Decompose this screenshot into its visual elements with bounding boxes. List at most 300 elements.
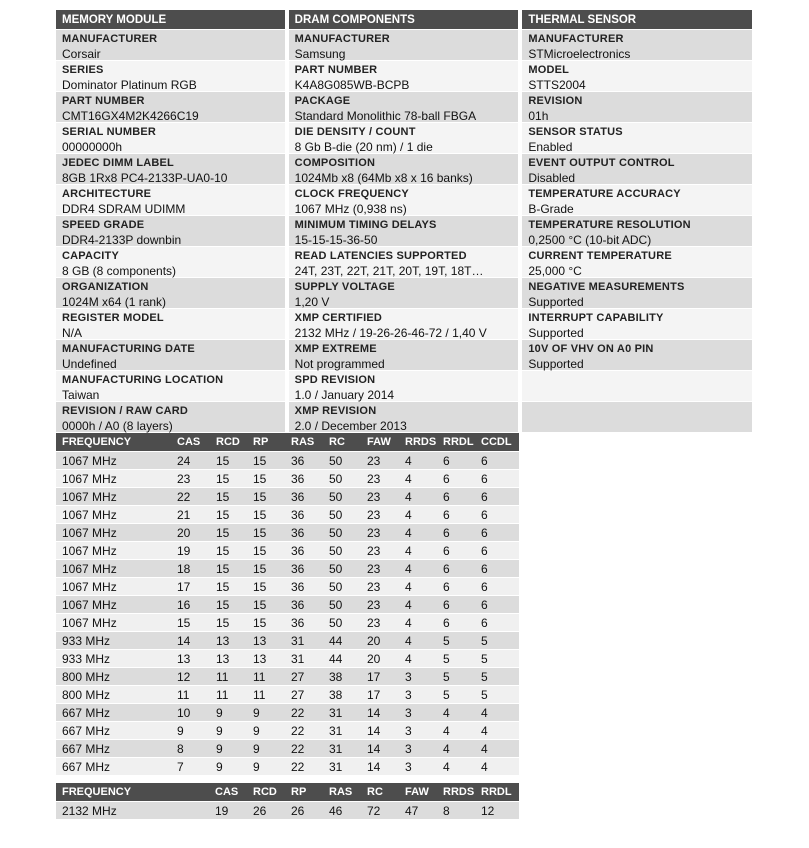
timing-cell: 15 — [247, 506, 285, 524]
memory-module-field-value: CMT16GX4M2K4266C19 — [62, 109, 199, 123]
timing-cell: 31 — [285, 650, 323, 668]
timing-cell: 15 — [210, 614, 247, 632]
timing-cell: 13 — [247, 632, 285, 650]
timing-cell: 15 — [247, 596, 285, 614]
timing-cell: 50 — [323, 542, 361, 560]
memory-module-field-value: Dominator Platinum RGB — [62, 78, 197, 92]
thermal-sensor-field — [522, 402, 752, 433]
timing-cell: 14 — [361, 704, 399, 722]
timing-cell: 8 — [171, 740, 210, 758]
timing-cell: 6 — [475, 452, 519, 470]
table-row — [56, 758, 519, 776]
timing-column-header: RRDS — [399, 433, 437, 452]
table-row — [56, 686, 519, 704]
thermal-sensor-field-value: Enabled — [528, 140, 573, 154]
xmp-cell: 12 — [475, 802, 519, 820]
timing-cell: 13 — [210, 632, 247, 650]
timing-cell: 6 — [437, 506, 475, 524]
dram-components-field — [289, 154, 519, 185]
timing-cell: 6 — [437, 542, 475, 560]
timing-cell: 23 — [361, 524, 399, 542]
timing-cell: 5 — [437, 650, 475, 668]
timing-cell: 667 MHz — [56, 704, 171, 722]
timing-cell: 50 — [323, 596, 361, 614]
thermal-sensor-field — [522, 123, 752, 154]
timing-cell: 9 — [247, 740, 285, 758]
memory-module-field — [56, 278, 285, 309]
dram-components-field — [289, 309, 519, 340]
timing-cell: 6 — [475, 542, 519, 560]
timing-cell: 15 — [247, 488, 285, 506]
memory-module-field-value: 8 GB (8 components) — [62, 264, 177, 278]
timing-cell: 667 MHz — [56, 740, 171, 758]
timing-cell: 15 — [247, 614, 285, 632]
memory-module-field-label: REVISION / RAW CARD — [62, 405, 189, 417]
dram-components-field-label: DIE DENSITY / COUNT — [294, 126, 416, 138]
timing-cell: 9 — [247, 704, 285, 722]
xmp-cell: 47 — [399, 802, 437, 820]
timing-cell: 50 — [323, 560, 361, 578]
timing-cell: 4 — [399, 506, 437, 524]
timing-cell: 800 MHz — [56, 686, 171, 704]
timing-cell: 3 — [399, 758, 437, 776]
memory-module-field-label: JEDEC DIMM LABEL — [62, 157, 174, 169]
memory-module-field-label: MANUFACTURER — [62, 33, 158, 45]
timing-cell: 13 — [247, 650, 285, 668]
timing-cell: 14 — [171, 632, 210, 650]
timing-column-header: CAS — [171, 433, 210, 452]
timing-cell: 31 — [323, 722, 361, 740]
dram-components-field — [289, 278, 519, 309]
memory-module-column — [56, 10, 285, 433]
dram-components-field-value: 1067 MHz (0,938 ns) — [294, 202, 407, 216]
dram-components-field — [289, 92, 519, 123]
timing-cell: 6 — [475, 596, 519, 614]
timing-column-header: RAS — [285, 433, 323, 452]
memory-module-field-label: MANUFACTURING DATE — [62, 343, 195, 355]
memory-module-field-value: Corsair — [62, 47, 101, 61]
memory-module-field-label: REGISTER MODEL — [62, 312, 164, 324]
dram-components-field-value: K4A8G085WB-BCPB — [294, 78, 410, 92]
xmp-cell: 8 — [437, 802, 475, 820]
timing-cell: 1067 MHz — [56, 488, 171, 506]
dram-components-field-label: XMP CERTIFIED — [294, 312, 383, 324]
timing-cell: 23 — [361, 452, 399, 470]
timing-cell: 50 — [323, 578, 361, 596]
dram-components-field-label: XMP EXTREME — [294, 343, 377, 355]
timing-column-header: CCDL — [475, 433, 519, 452]
xmp-column-header: CAS — [209, 783, 247, 802]
timing-cell: 6 — [475, 506, 519, 524]
timing-cell: 14 — [361, 758, 399, 776]
timing-cell: 13 — [210, 650, 247, 668]
memory-module-field-label: MANUFACTURING LOCATION — [62, 374, 224, 386]
timing-cell: 14 — [361, 740, 399, 758]
timing-cell: 1067 MHz — [56, 578, 171, 596]
timing-cell: 44 — [323, 650, 361, 668]
xmp-column-header: RC — [361, 783, 399, 802]
timing-cell: 44 — [323, 632, 361, 650]
memory-module-field — [56, 402, 285, 433]
memory-module-field — [56, 123, 285, 154]
timing-cell: 4 — [399, 542, 437, 560]
timing-cell: 23 — [171, 470, 210, 488]
dram-components-field — [289, 123, 519, 154]
timing-cell: 6 — [437, 452, 475, 470]
table-row — [56, 506, 519, 524]
thermal-sensor-field — [522, 185, 752, 216]
xmp-column-header: RP — [285, 783, 323, 802]
dram-components-field — [289, 247, 519, 278]
thermal-sensor-field-label: MANUFACTURER — [528, 33, 624, 45]
timing-cell: 3 — [399, 704, 437, 722]
xmp-column-header: RCD — [247, 783, 285, 802]
timing-cell: 1067 MHz — [56, 452, 171, 470]
xmp-cell: 2132 MHz — [56, 802, 209, 820]
xmp-timing-table — [56, 783, 519, 819]
timing-cell: 20 — [361, 632, 399, 650]
timing-cell: 800 MHz — [56, 668, 171, 686]
timing-cell: 31 — [323, 758, 361, 776]
table-row — [56, 668, 519, 686]
memory-module-field-value: DDR4-2133P downbin — [62, 233, 182, 247]
timing-cell: 4 — [399, 632, 437, 650]
timing-cell: 11 — [247, 686, 285, 704]
timing-cell: 23 — [361, 488, 399, 506]
timing-column-header: RC — [323, 433, 361, 452]
thermal-sensor-field-value: STMicroelectronics — [528, 47, 631, 61]
timing-cell: 15 — [210, 578, 247, 596]
thermal-sensor-field — [522, 309, 752, 340]
timing-cell: 6 — [475, 578, 519, 596]
spd-report — [56, 10, 752, 819]
timing-cell: 6 — [475, 488, 519, 506]
timing-cell: 1067 MHz — [56, 542, 171, 560]
timing-cell: 3 — [399, 686, 437, 704]
table-row — [56, 740, 519, 758]
timing-cell: 9 — [210, 722, 247, 740]
timing-cell: 38 — [323, 668, 361, 686]
dram-components-field — [289, 371, 519, 402]
xmp-cell: 46 — [323, 802, 361, 820]
timing-cell: 6 — [437, 578, 475, 596]
thermal-sensor-field-label: EVENT OUTPUT CONTROL — [528, 157, 675, 169]
info-columns — [56, 10, 752, 433]
dram-components-field-label: MANUFACTURER — [294, 33, 390, 45]
memory-module-heading: MEMORY MODULE — [56, 10, 285, 30]
dram-components-field-value: 15-15-15-36-50 — [294, 233, 378, 247]
xmp-column-header: FAW — [399, 783, 437, 802]
xmp-cell: 26 — [285, 802, 323, 820]
timing-cell: 6 — [437, 560, 475, 578]
table-row — [56, 542, 519, 560]
timing-cell: 4 — [399, 596, 437, 614]
thermal-sensor-field-label: REVISION — [528, 95, 583, 107]
xmp-column-header: RAS — [323, 783, 361, 802]
thermal-sensor-field — [522, 371, 752, 402]
thermal-sensor-field — [522, 216, 752, 247]
timing-cell: 6 — [437, 488, 475, 506]
timing-cell: 15 — [247, 524, 285, 542]
table-row — [56, 704, 519, 722]
dram-components-field-label: MINIMUM TIMING DELAYS — [294, 219, 437, 231]
dram-components-field — [289, 402, 519, 433]
timing-cell: 27 — [285, 668, 323, 686]
timing-cell: 9 — [171, 722, 210, 740]
timing-column-header: FAW — [361, 433, 399, 452]
timing-cell: 22 — [285, 740, 323, 758]
thermal-sensor-field-value: 25,000 °C — [528, 264, 582, 278]
timing-cell: 16 — [171, 596, 210, 614]
timing-cell: 23 — [361, 596, 399, 614]
timing-cell: 23 — [361, 578, 399, 596]
timing-column-header: RCD — [210, 433, 247, 452]
timing-cell: 4 — [475, 758, 519, 776]
timing-cell: 9 — [247, 722, 285, 740]
timing-cell: 31 — [323, 704, 361, 722]
thermal-sensor-field — [522, 30, 752, 61]
memory-module-field-label: ORGANIZATION — [62, 281, 149, 293]
thermal-sensor-field-label: TEMPERATURE RESOLUTION — [528, 219, 691, 231]
timing-cell: 22 — [171, 488, 210, 506]
timing-cell: 15 — [247, 578, 285, 596]
dram-components-field-label: COMPOSITION — [294, 157, 376, 169]
thermal-sensor-field-label: TEMPERATURE ACCURACY — [528, 188, 681, 200]
table-row — [56, 722, 519, 740]
memory-module-field-label: SPEED GRADE — [62, 219, 145, 231]
memory-module-field-value: N/A — [62, 326, 83, 340]
memory-module-field-value: 00000000h — [62, 140, 123, 154]
timing-cell: 36 — [285, 488, 323, 506]
timing-cell: 15 — [210, 506, 247, 524]
timing-cell: 22 — [285, 704, 323, 722]
table-row — [56, 578, 519, 596]
timing-cell: 12 — [171, 668, 210, 686]
timing-cell: 7 — [171, 758, 210, 776]
dram-components-field — [289, 216, 519, 247]
timing-table-header — [56, 433, 519, 452]
timing-cell: 10 — [171, 704, 210, 722]
timing-cell: 15 — [247, 452, 285, 470]
timing-cell: 11 — [171, 686, 210, 704]
timing-cell: 17 — [361, 668, 399, 686]
table-row — [56, 802, 519, 820]
dram-components-column — [289, 10, 519, 433]
thermal-sensor-field-value: Disabled — [528, 171, 576, 185]
timing-cell: 4 — [399, 578, 437, 596]
thermal-sensor-field-value: STTS2004 — [528, 78, 586, 92]
timing-cell: 3 — [399, 722, 437, 740]
dram-components-field-value: 1,20 V — [294, 295, 330, 309]
timing-cell: 18 — [171, 560, 210, 578]
thermal-sensor-field-label: CURRENT TEMPERATURE — [528, 250, 672, 262]
timing-cell: 6 — [475, 470, 519, 488]
timing-cell: 11 — [210, 686, 247, 704]
thermal-sensor-field-value: B-Grade — [528, 202, 574, 216]
thermal-sensor-field-value: Supported — [528, 326, 584, 340]
timing-cell: 23 — [361, 560, 399, 578]
timing-cell: 27 — [285, 686, 323, 704]
memory-module-field-value: 8GB 1Rx8 PC4-2133P-UA0-10 — [62, 171, 228, 185]
memory-module-field — [56, 30, 285, 61]
timing-cell: 36 — [285, 542, 323, 560]
thermal-sensor-field-label: SENSOR STATUS — [528, 126, 623, 138]
dram-components-field-value: Standard Monolithic 78-ball FBGA — [294, 109, 477, 123]
timing-cell: 6 — [437, 470, 475, 488]
timing-cell: 50 — [323, 614, 361, 632]
xmp-column-header: RRDS — [437, 783, 475, 802]
timing-cell: 15 — [210, 560, 247, 578]
thermal-sensor-field — [522, 340, 752, 371]
table-row — [56, 488, 519, 506]
timing-cell: 667 MHz — [56, 758, 171, 776]
timing-cell: 15 — [247, 542, 285, 560]
dram-components-field-label: PACKAGE — [294, 95, 351, 107]
thermal-sensor-heading: THERMAL SENSOR — [522, 10, 752, 30]
dram-components-heading: DRAM COMPONENTS — [289, 10, 519, 30]
memory-module-field-value: 0000h / A0 (8 layers) — [62, 419, 173, 433]
memory-module-field-label: ARCHITECTURE — [62, 188, 152, 200]
memory-module-field — [56, 340, 285, 371]
timing-cell: 15 — [171, 614, 210, 632]
thermal-sensor-field-label: MODEL — [528, 64, 570, 76]
dram-components-field-value: 24T, 23T, 22T, 21T, 20T, 19T, 18T… — [294, 264, 484, 278]
timing-cell: 14 — [361, 722, 399, 740]
thermal-sensor-field-value: 01h — [528, 109, 549, 123]
timing-cell: 1067 MHz — [56, 614, 171, 632]
table-row — [56, 632, 519, 650]
timing-cell: 9 — [210, 758, 247, 776]
timing-cell: 50 — [323, 524, 361, 542]
timing-cell: 6 — [475, 524, 519, 542]
thermal-sensor-column — [522, 10, 752, 433]
timing-cell: 15 — [210, 470, 247, 488]
table-row — [56, 650, 519, 668]
timing-cell: 4 — [437, 758, 475, 776]
xmp-cell: 26 — [247, 802, 285, 820]
timing-cell: 4 — [437, 740, 475, 758]
timing-cell: 17 — [361, 686, 399, 704]
thermal-sensor-field-label: 10V OF VHV ON A0 PIN — [528, 343, 654, 355]
timing-cell: 23 — [361, 542, 399, 560]
timing-cell: 4 — [399, 560, 437, 578]
dram-components-field — [289, 340, 519, 371]
dram-components-field-value: 1.0 / January 2014 — [294, 388, 395, 402]
timing-cell: 36 — [285, 578, 323, 596]
timing-cell: 1067 MHz — [56, 596, 171, 614]
thermal-sensor-field-label: INTERRUPT CAPABILITY — [528, 312, 664, 324]
timing-cell: 50 — [323, 506, 361, 524]
memory-module-field — [56, 185, 285, 216]
table-row — [56, 470, 519, 488]
timing-cell: 4 — [437, 722, 475, 740]
memory-module-field-label: SERIES — [62, 64, 104, 76]
timing-cell: 13 — [171, 650, 210, 668]
timing-cell: 11 — [210, 668, 247, 686]
timing-column-header: FREQUENCY — [56, 433, 171, 452]
timing-cell: 6 — [437, 524, 475, 542]
timing-cell: 6 — [437, 596, 475, 614]
dram-components-field-label: SUPPLY VOLTAGE — [294, 281, 395, 293]
timing-cell: 15 — [210, 488, 247, 506]
dram-components-field-label: XMP REVISION — [294, 405, 377, 417]
timing-cell: 6 — [475, 560, 519, 578]
memory-module-field-label: PART NUMBER — [62, 95, 145, 107]
timing-cell: 1067 MHz — [56, 470, 171, 488]
timing-cell: 933 MHz — [56, 650, 171, 668]
timing-cell: 5 — [475, 650, 519, 668]
timing-cell: 5 — [437, 668, 475, 686]
memory-module-field — [56, 154, 285, 185]
timing-cell: 15 — [247, 470, 285, 488]
timing-cell: 4 — [475, 722, 519, 740]
timing-cell: 31 — [285, 632, 323, 650]
timing-cell: 15 — [210, 524, 247, 542]
timing-cell: 3 — [399, 668, 437, 686]
timing-cell: 5 — [475, 668, 519, 686]
thermal-sensor-field — [522, 247, 752, 278]
timing-cell: 9 — [210, 740, 247, 758]
xmp-table-header — [56, 783, 519, 802]
timing-cell: 50 — [323, 470, 361, 488]
timing-cell: 15 — [247, 560, 285, 578]
timing-cell: 50 — [323, 452, 361, 470]
table-row — [56, 596, 519, 614]
thermal-sensor-field-value: 0,2500 °C (10-bit ADC) — [528, 233, 652, 247]
timing-cell: 5 — [437, 632, 475, 650]
timing-cell: 6 — [475, 614, 519, 632]
timing-cell: 24 — [171, 452, 210, 470]
timing-cell: 4 — [475, 740, 519, 758]
memory-module-field-value: Undefined — [62, 357, 117, 371]
timing-cell: 3 — [399, 740, 437, 758]
timing-cell: 667 MHz — [56, 722, 171, 740]
memory-module-field — [56, 216, 285, 247]
dram-components-field-value: 8 Gb B-die (20 nm) / 1 die — [294, 140, 433, 154]
memory-module-field-value: DDR4 SDRAM UDIMM — [62, 202, 186, 216]
memory-module-field — [56, 247, 285, 278]
timing-table — [56, 433, 519, 775]
xmp-cell: 72 — [361, 802, 399, 820]
timing-cell: 22 — [285, 722, 323, 740]
timing-cell: 5 — [475, 632, 519, 650]
timing-cell: 11 — [247, 668, 285, 686]
timing-cell: 9 — [210, 704, 247, 722]
dram-components-field-value: 1024Mb x8 (64Mb x8 x 16 banks) — [294, 171, 473, 185]
timing-cell: 4 — [475, 704, 519, 722]
dram-components-field-label: SPD REVISION — [294, 374, 376, 386]
memory-module-field — [56, 371, 285, 402]
timing-cell: 1067 MHz — [56, 524, 171, 542]
timing-cell: 36 — [285, 596, 323, 614]
timing-cell: 38 — [323, 686, 361, 704]
timing-cell: 36 — [285, 452, 323, 470]
dram-components-field-value: Samsung — [294, 47, 346, 61]
table-row — [56, 560, 519, 578]
timing-cell: 31 — [323, 740, 361, 758]
thermal-sensor-field — [522, 92, 752, 123]
dram-components-field-label: CLOCK FREQUENCY — [294, 188, 409, 200]
thermal-sensor-field — [522, 61, 752, 92]
memory-module-field-value: Taiwan — [62, 388, 100, 402]
timing-column-header: RP — [247, 433, 285, 452]
timing-cell: 9 — [247, 758, 285, 776]
timing-cell: 6 — [437, 614, 475, 632]
timing-cell: 15 — [210, 452, 247, 470]
memory-module-field-label: SERIAL NUMBER — [62, 126, 157, 138]
timing-cell: 1067 MHz — [56, 560, 171, 578]
timing-cell: 36 — [285, 560, 323, 578]
